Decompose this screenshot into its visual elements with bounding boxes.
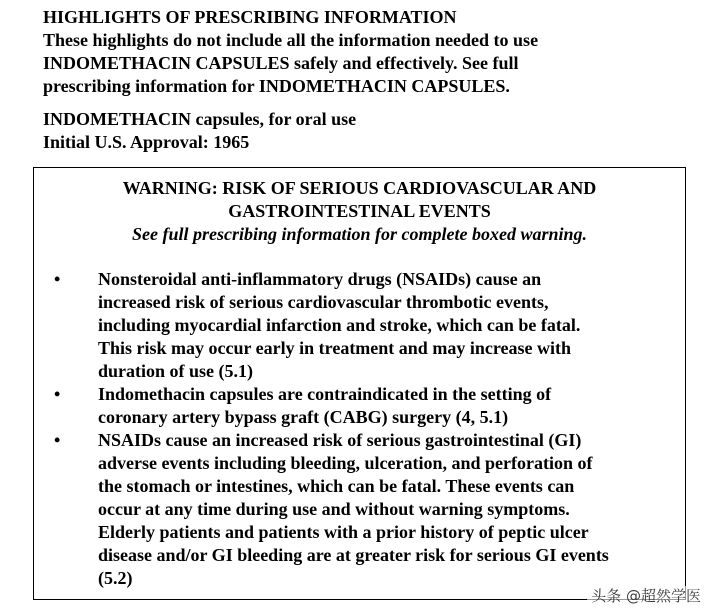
bullet-line: the stomach or intestines, which can be fatal. These events can	[98, 476, 575, 496]
highlights-title: HIGHLIGHTS OF PRESCRIBING INFORMATION	[43, 7, 457, 27]
warning-title-line: WARNING: RISK OF SERIOUS CARDIOVASCULAR AND	[122, 178, 597, 198]
warning-bullet-item	[34, 429, 685, 590]
bullet-line: occur at any time during use and without warning symptoms.	[98, 499, 570, 519]
bullet-line: duration of use (5.1)	[98, 361, 254, 381]
intro-line: These highlights do not include all the information needed to use	[43, 30, 539, 50]
bullet-line: (5.2)	[98, 568, 133, 588]
warning-bullet-item	[34, 383, 685, 429]
boxed-warning	[33, 167, 686, 600]
boxed-warning-heading	[34, 177, 685, 246]
bullet-line: including myocardial infarction and stroke, which can be fatal.	[98, 315, 581, 335]
bullet-line: increased risk of serious cardiovascular thrombotic events,	[98, 292, 549, 312]
bullet-line: coronary artery bypass graft (CABG) surgery (4, 5.1)	[98, 407, 509, 427]
approval-line: Initial U.S. Approval: 1965	[43, 132, 250, 152]
bullet-icon: •	[54, 384, 61, 404]
warning-bullet-item	[34, 268, 685, 383]
drug-name-line: INDOMETHACIN capsules, for oral use	[43, 109, 357, 129]
bullet-line: Nonsteroidal anti-inflammatory drugs (NSAIDs) cause an	[98, 269, 542, 289]
bullet-icon: •	[54, 430, 61, 450]
warning-title-line: GASTROINTESTINAL EVENTS	[228, 201, 491, 221]
watermark-label: 头条 @超然学医	[587, 586, 705, 606]
bullet-line: This risk may occur early in treatment and may increase with	[98, 338, 571, 358]
bullet-line: NSAIDs cause an increased risk of serious gastrointestinal (GI)	[98, 430, 582, 450]
highlights-header	[43, 6, 703, 154]
bullet-line: Indomethacin capsules are contraindicated in the setting of	[98, 384, 552, 404]
bullet-line: disease and/or GI bleeding are at greater risk for serious GI events	[98, 545, 609, 565]
intro-line: prescribing information for INDOMETHACIN CAPSULES.	[43, 76, 510, 96]
bullet-icon: •	[54, 269, 61, 289]
intro-line: INDOMETHACIN CAPSULES safely and effectively. See full	[43, 53, 519, 73]
warning-bullet-list	[34, 268, 685, 590]
warning-subtitle: See full prescribing information for complete boxed warning.	[131, 224, 588, 244]
bullet-line: adverse events including bleeding, ulceration, and perforation of	[98, 453, 593, 473]
bullet-line: Elderly patients and patients with a prior history of peptic ulcer	[98, 522, 589, 542]
highlights-intro	[43, 29, 703, 98]
